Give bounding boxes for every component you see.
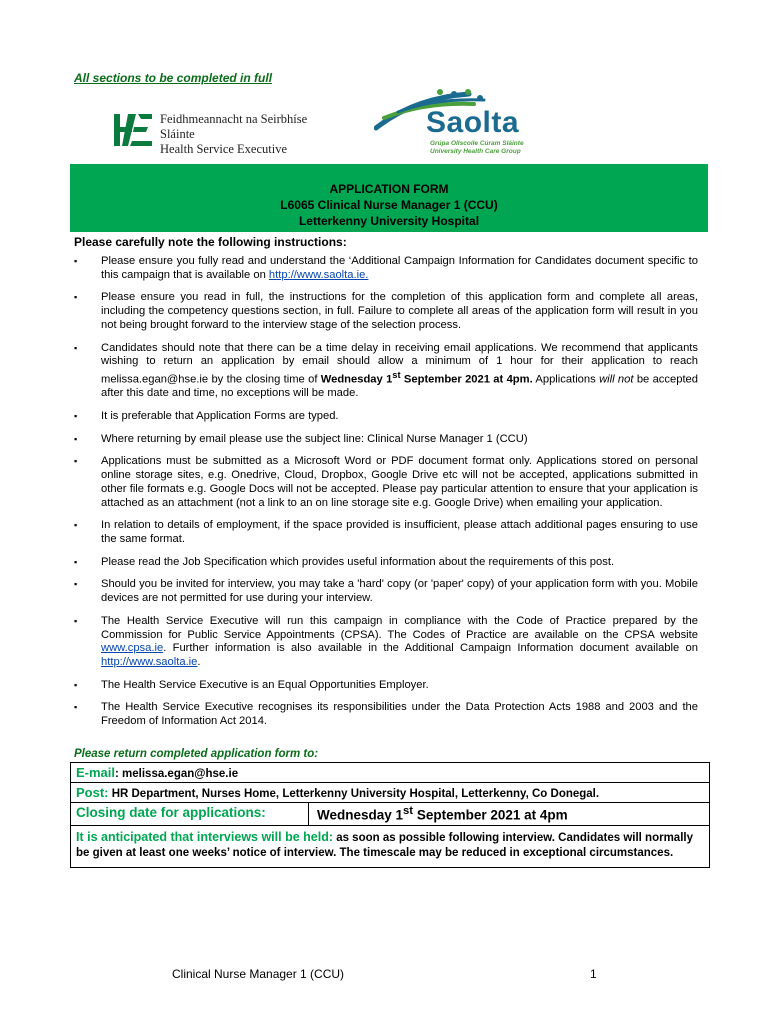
list-item [74,255,698,282]
form-title: APPLICATION FORM [329,182,449,196]
bullet-icon: ▪ [74,342,78,353]
bullet-icon: ▪ [74,411,78,422]
bullet-icon: ▪ [74,433,78,444]
list-item [74,556,698,570]
list-item-text: be accepted after this date and time, no exceptions will be made. [101,373,698,400]
bullet-icon: ▪ [74,702,78,713]
post-title: L6065 Clinical Nurse Manager 1 (CCU) [280,198,498,212]
closing-date-text: Wednesday 1 [317,807,404,823]
bullet-icon: ▪ [74,556,78,567]
list-item-text: The Health Service Executive will run this campaign in compliance with the Code of Practice prepared by the Commission for Public Service Appointments (CPSA). The Codes of Practice are available on the CPSA website [101,614,698,641]
saolta-sub-irish: Grúpa Ollscoile Cúram Sláinte [430,140,524,147]
saolta-name: Saolta [426,106,520,139]
closing-date-value [309,803,576,825]
cpsa-link[interactable]: www.cpsa.ie [101,642,164,655]
saolta-link[interactable]: http://www.saolta.ie. [268,268,369,281]
list-item-text: Should you be invited for interview, you may take a 'hard' copy (or 'paper' copy) of your application form with you. Mobile devices are not permitted for use during your interview. [101,578,698,605]
instructions-list [74,255,698,738]
saolta-link-2[interactable]: http://www.saolta.ie [101,655,198,668]
footer-title: Clinical Nurse Manager 1 (CCU) [172,967,345,981]
list-item-text: It is preferable that Application Forms are typed. [101,410,339,423]
interview-label: It is anticipated that interviews will be held: [76,829,333,844]
interview-row [71,826,709,867]
list-item-text: . Further information is also available in the Additional Campaign Information document available on [163,642,698,655]
bullet-icon: ▪ [74,292,78,303]
post-label: Post: [76,785,109,800]
closing-date-row [71,803,709,826]
list-item [74,578,698,605]
bullet-icon: ▪ [74,579,78,590]
hse-logo-icon [112,110,156,150]
instructions-heading: Please carefully note the following instructions: [74,235,347,249]
post-row [71,783,709,803]
closing-date-bold: Wednesday 1 [320,373,393,386]
hse-name-english: Health Service Executive [160,142,288,156]
title-banner [70,164,708,232]
hse-name-irish: Feidhmeannacht na Seirbhíse Sláinte [160,112,308,141]
list-item-text: Applications [532,373,600,386]
closing-date-sup: st [392,369,401,380]
post-value: HR Department, Nurses Home, Letterkenny University Hospital, Letterkenny, Co Donegal. [108,788,600,800]
list-item-text: The Health Service Executive recognises its responsibilities under the Data Protection Acts 1988 and 2003 and the Freedom of Information Act 2014. [101,701,698,728]
return-details-table [70,762,710,868]
bullet-icon: ▪ [74,520,78,531]
list-item [74,679,698,693]
list-item-text: In relation to details of employment, if the space provided is insufficient, please attach additional pages ensuring to use the same format. [101,519,698,545]
list-item [74,410,698,424]
list-item-text: Where returning by email please use the subject line: Clinical Nurse Manager 1 (CCU) [101,432,528,445]
list-item-text: The Health Service Executive is an Equal Opportunities Employer. [101,678,429,691]
list-item [74,701,698,728]
list-item-text: Please ensure you read in full, the instructions for the completion of this application form and complete all areas, including the competency questions section, in full. Failure to complete all areas of the application form will result in you not being brought forward to the interview stage of the selection process. [101,291,698,331]
page-number: 1 [590,967,597,981]
closing-date-text-2: September 2021 at 4pm [413,807,568,823]
hospital-name: Letterkenny University Hospital [298,214,480,228]
will-not-italic: will not [599,373,634,386]
closing-date-bold-2: September 2021 at 4pm. [400,373,533,386]
bullet-icon: ▪ [74,679,78,690]
email-value: : melissa.egan@hse.ie [115,768,239,780]
bullet-icon: ▪ [74,256,78,266]
list-item-text: . [197,655,201,668]
list-item [74,291,698,332]
list-item [74,455,698,510]
list-item-text: Please ensure you fully read and understand the ‘Additional Campaign Information for Candidates document specific to this campaign that is available on [101,255,698,281]
saolta-sub-english: University Health Care Group [430,148,521,155]
list-item [74,342,698,402]
closing-date-label: Closing date for applications: [71,803,309,825]
list-item [74,433,698,447]
bullet-icon: ▪ [74,615,78,626]
return-heading: Please return completed application form to: [74,748,319,760]
list-item-text: Please read the Job Specification which provides useful information about the requirements of this post. [101,555,615,568]
hse-logo [112,108,342,154]
top-note: All sections to be completed in full [74,71,273,85]
bullet-icon: ▪ [74,456,78,467]
list-item [74,615,698,670]
list-item-text: Applications must be submitted as a Microsoft Word or PDF document format only. Applications stored on personal online storage sites, e.g. Onedrive, Cloud, Dropbox, Google Drive etc will not be accepted, applications submitted in other file formats e.g. Google Docs will not be accepted. Please pay particular attention to ensure that your application is attached as an attachment (not a link to an on line storage site e.g. Google Drive) when emailing your application. [101,455,698,509]
email-label: E-mail [76,765,116,780]
saolta-logo [374,88,564,160]
interview-value: as soon as possible following interview. Candidates will normally be given at least one weeks’ notice of interview. The timescale may be reduced in exceptional circumstances. [76,831,693,859]
closing-date-sup-2: st [403,805,414,817]
email-row [71,763,709,783]
list-item [74,519,698,546]
list-item-text: Candidates should note that there can be a time delay in receiving email applications. We recommend that applicants wishing to return an application by email should allow a minimum of 1 hour for their application to reach melissa.egan@hse.ie by the closing time of [101,341,698,386]
